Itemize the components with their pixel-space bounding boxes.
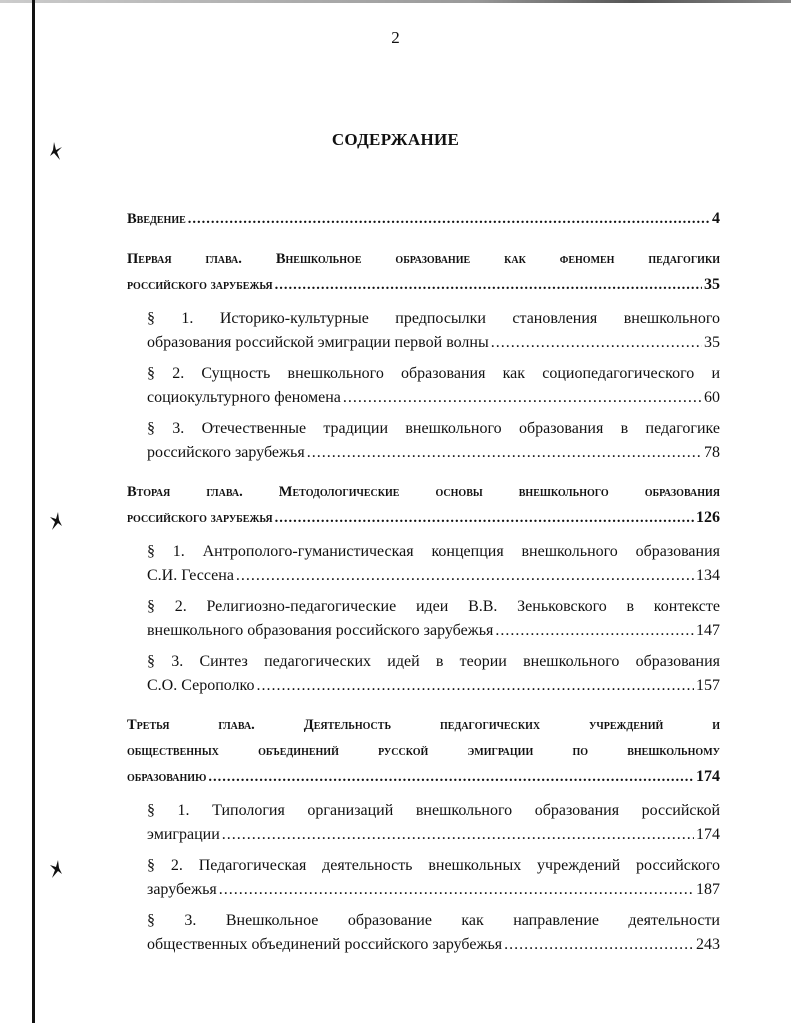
toc-entry-title: образования российской эмиграции первой волны: [147, 334, 489, 351]
toc-entry-title: общественных объединений российского зарубежья: [147, 936, 503, 953]
toc-page-number: 243: [696, 936, 720, 953]
toc-entry-title: Вторая глава. Методологические основы внешкольного образования: [127, 484, 720, 500]
toc-chapter-entry[interactable]: [127, 712, 720, 790]
toc-page-number: 60: [704, 389, 720, 406]
scan-mark-icon: [48, 512, 64, 530]
toc-section-entry[interactable]: [147, 650, 720, 698]
toc-line: [147, 564, 720, 588]
toc-entry-title: российского зарубежья: [147, 444, 305, 461]
toc-page-number: 174: [696, 768, 720, 785]
scan-mark-icon: [48, 860, 64, 878]
toc-page-number: 4: [712, 210, 720, 227]
toc-entry-title: зарубежья: [147, 881, 217, 898]
toc-line: [147, 441, 720, 465]
dot-leader: [504, 933, 694, 957]
toc-entry-title: § 2. Религиозно-педагогические идеи В.В. Зеньковского в контексте: [147, 598, 720, 615]
toc-entry-title: Первая глава. Внешкольное образование как феномен педагогики: [127, 251, 720, 267]
toc-line: [147, 331, 720, 355]
toc-line: [127, 738, 720, 764]
toc-chapter-entry[interactable]: [127, 206, 720, 232]
dot-leader: [495, 619, 694, 643]
toc-line: [127, 479, 720, 505]
dot-leader: [307, 441, 702, 465]
toc-line: [147, 823, 720, 847]
toc-page-number: 134: [696, 567, 720, 584]
toc-entry-title: § 2. Сущность внешкольного образования как социопедагогического и: [147, 365, 720, 382]
toc-section-entry[interactable]: [147, 799, 720, 847]
toc-entry-title: Введение: [127, 211, 186, 227]
toc-entry-title: Третья глава. Деятельность педагогических учреждений и: [127, 717, 720, 733]
toc-entry-title: § 1. Антрополого-гуманистическая концепция внешкольного образования: [147, 543, 720, 560]
toc-page-number: 187: [696, 881, 720, 898]
toc-line: [147, 595, 720, 619]
toc-page-number: 157: [696, 677, 720, 694]
toc-entry-title: российского зарубежья: [127, 277, 273, 293]
dot-leader: [222, 823, 694, 847]
toc-line: [147, 854, 720, 878]
toc-entry-title: социокультурного феномена: [147, 389, 341, 406]
dot-leader: [491, 331, 702, 355]
toc-line: [127, 246, 720, 272]
toc-section-entry[interactable]: [147, 909, 720, 957]
toc-section-entry[interactable]: [147, 417, 720, 465]
toc-page-number: 174: [696, 826, 720, 843]
toc-page-number: 78: [704, 444, 720, 461]
toc-line: [127, 206, 720, 232]
toc-line: [147, 933, 720, 957]
scan-binding-line: [32, 0, 35, 1023]
toc-line: [147, 307, 720, 331]
toc-entry-title: внешкольного образования российского зарубежья: [147, 622, 494, 639]
toc-entry-title: § 3. Синтез педагогических идей в теории внешкольного образования: [147, 653, 720, 670]
toc-page-number: 35: [704, 276, 720, 293]
dot-leader: [275, 272, 702, 298]
dot-leader: [236, 564, 694, 588]
scan-top-edge: [0, 0, 791, 3]
toc-line: [147, 674, 720, 698]
toc-line: [127, 272, 720, 298]
toc-page-number: 126: [696, 509, 720, 526]
toc-line: [147, 540, 720, 564]
toc-line: [147, 650, 720, 674]
toc-page-number: 147: [696, 622, 720, 639]
toc-line: [127, 505, 720, 531]
page-number: 2: [391, 28, 400, 47]
toc-section-entry[interactable]: [147, 307, 720, 355]
toc-entry-title: С.И. Гессена: [147, 567, 234, 584]
dot-leader: [208, 764, 694, 790]
dot-leader: [188, 206, 710, 232]
toc-entry-title: эмиграции: [147, 826, 220, 843]
toc-entry-title: российского зарубежья: [127, 510, 273, 526]
toc-entry-title: § 3. Отечественные традиции внешкольного образования в педагогике: [147, 420, 720, 437]
toc-entry-title: С.О. Серополко: [147, 677, 255, 694]
toc-entry-title: § 3. Внешкольное образование как направление деятельности: [147, 912, 720, 929]
dot-leader: [343, 386, 702, 410]
toc-section-entry[interactable]: [147, 854, 720, 902]
toc-chapter-entry[interactable]: [127, 479, 720, 531]
dot-leader: [275, 505, 694, 531]
toc-section-entry[interactable]: [147, 362, 720, 410]
toc-page-number: 35: [704, 334, 720, 351]
toc-line: [147, 417, 720, 441]
toc-line: [147, 619, 720, 643]
toc-line: [147, 386, 720, 410]
toc-entry-title: общественных объединений русской эмиграции по внешкольному: [127, 743, 720, 759]
toc-line: [147, 799, 720, 823]
toc-line: [147, 909, 720, 933]
toc-line: [127, 764, 720, 790]
toc-entry-title: § 2. Педагогическая деятельность внешкольных учреждений российского: [147, 857, 720, 874]
toc-line: [127, 712, 720, 738]
toc-section-entry[interactable]: [147, 540, 720, 588]
toc-line: [147, 878, 720, 902]
toc-entry-title: § 1. Историко-культурные предпосылки становления внешкольного: [147, 310, 720, 327]
table-of-contents: [127, 206, 720, 964]
page-title: СОДЕРЖАНИЕ: [331, 130, 460, 149]
toc-entry-title: образованию: [127, 769, 207, 785]
dot-leader: [219, 878, 694, 902]
toc-section-entry[interactable]: [147, 595, 720, 643]
dot-leader: [257, 674, 695, 698]
toc-chapter-entry[interactable]: [127, 246, 720, 298]
toc-line: [147, 362, 720, 386]
toc-entry-title: § 1. Типология организаций внешкольного образования российской: [147, 802, 720, 819]
